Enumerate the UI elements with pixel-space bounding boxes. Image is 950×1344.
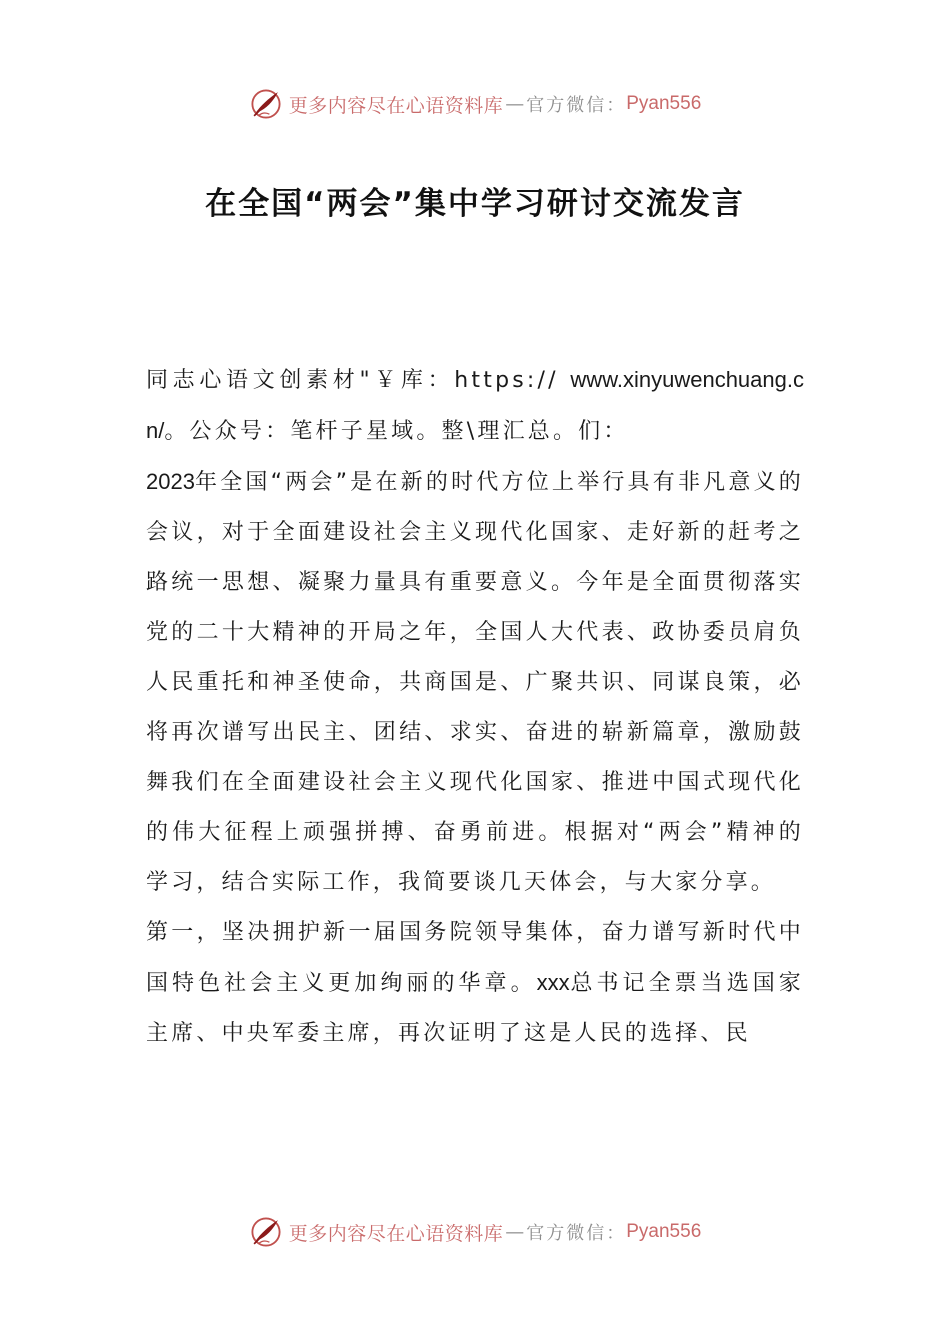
document-title: 在全国“两会”集中学习研讨交流发言 — [205, 186, 745, 222]
watermark-site-text: 更多内容尽在心语资料库 — [288, 1222, 504, 1245]
paragraph-1-tail: 。公众号：笔杆子星域。整\理汇总。们： — [164, 419, 629, 444]
paragraph-1-url: www.xinyuwenchuang.cn/ — [146, 367, 804, 443]
watermark-dash: — — [505, 1221, 525, 1243]
watermark-site-text: 更多内容尽在心语资料库 — [288, 94, 504, 117]
quill-pen-logo-icon — [249, 87, 283, 121]
paragraph-3-tail: 总书记全票当选国家主席、中央军委主席，再次证明了这是人民的选择、民 — [146, 971, 804, 1046]
body-paragraph-3 — [146, 908, 804, 1059]
watermark-wechat-id: Pyan556 — [626, 93, 702, 114]
paragraph-3-text: 第一，坚决拥护新一届国务院领导集体，奋力谱写新时代中国特色社会主义更加绚丽的华章。 — [146, 920, 804, 996]
header-watermark — [0, 84, 950, 124]
paragraph-2-year: 2023 — [146, 469, 195, 494]
quill-pen-logo-icon — [249, 1215, 283, 1249]
body-paragraph-2 — [146, 457, 804, 908]
footer-watermark — [0, 1212, 950, 1252]
watermark-official-label: 官方微信： — [526, 95, 627, 116]
paragraph-2-text: 年全国“两会”是在新的时代方位上举行具有非凡意义的会议，对于全面建设社会主义现代化国家、走好新的赶考之路统一思想、凝聚力量具有重要意义。今年是全面贯彻落实党的二十大精神的开局之年，全国人大代表、政协委员肩负人民重托和神圣使命，共商国是、广聚共识、同谋良策，必将再次谱写出民主、团结、求实、奋进的崭新篇章，激励鼓舞我们在全面建设社会主义现代化国家、推进中国式现代化的伟大征程上顽强拼搏、奋勇前进。根据对“两会”精神的学习，结合实际工作，我简要谈几天体会，与大家分享。 — [146, 470, 804, 895]
document-body — [146, 355, 804, 1059]
body-paragraph-1 — [146, 355, 804, 457]
watermark-official-label: 官方微信： — [526, 1223, 627, 1244]
watermark-wechat-id: Pyan556 — [626, 1221, 702, 1242]
paragraph-3-name: xxx — [536, 970, 570, 995]
paragraph-1-intro: 同志心语文创素材"￥库：https:// — [146, 368, 571, 393]
watermark-dash: — — [505, 93, 525, 115]
